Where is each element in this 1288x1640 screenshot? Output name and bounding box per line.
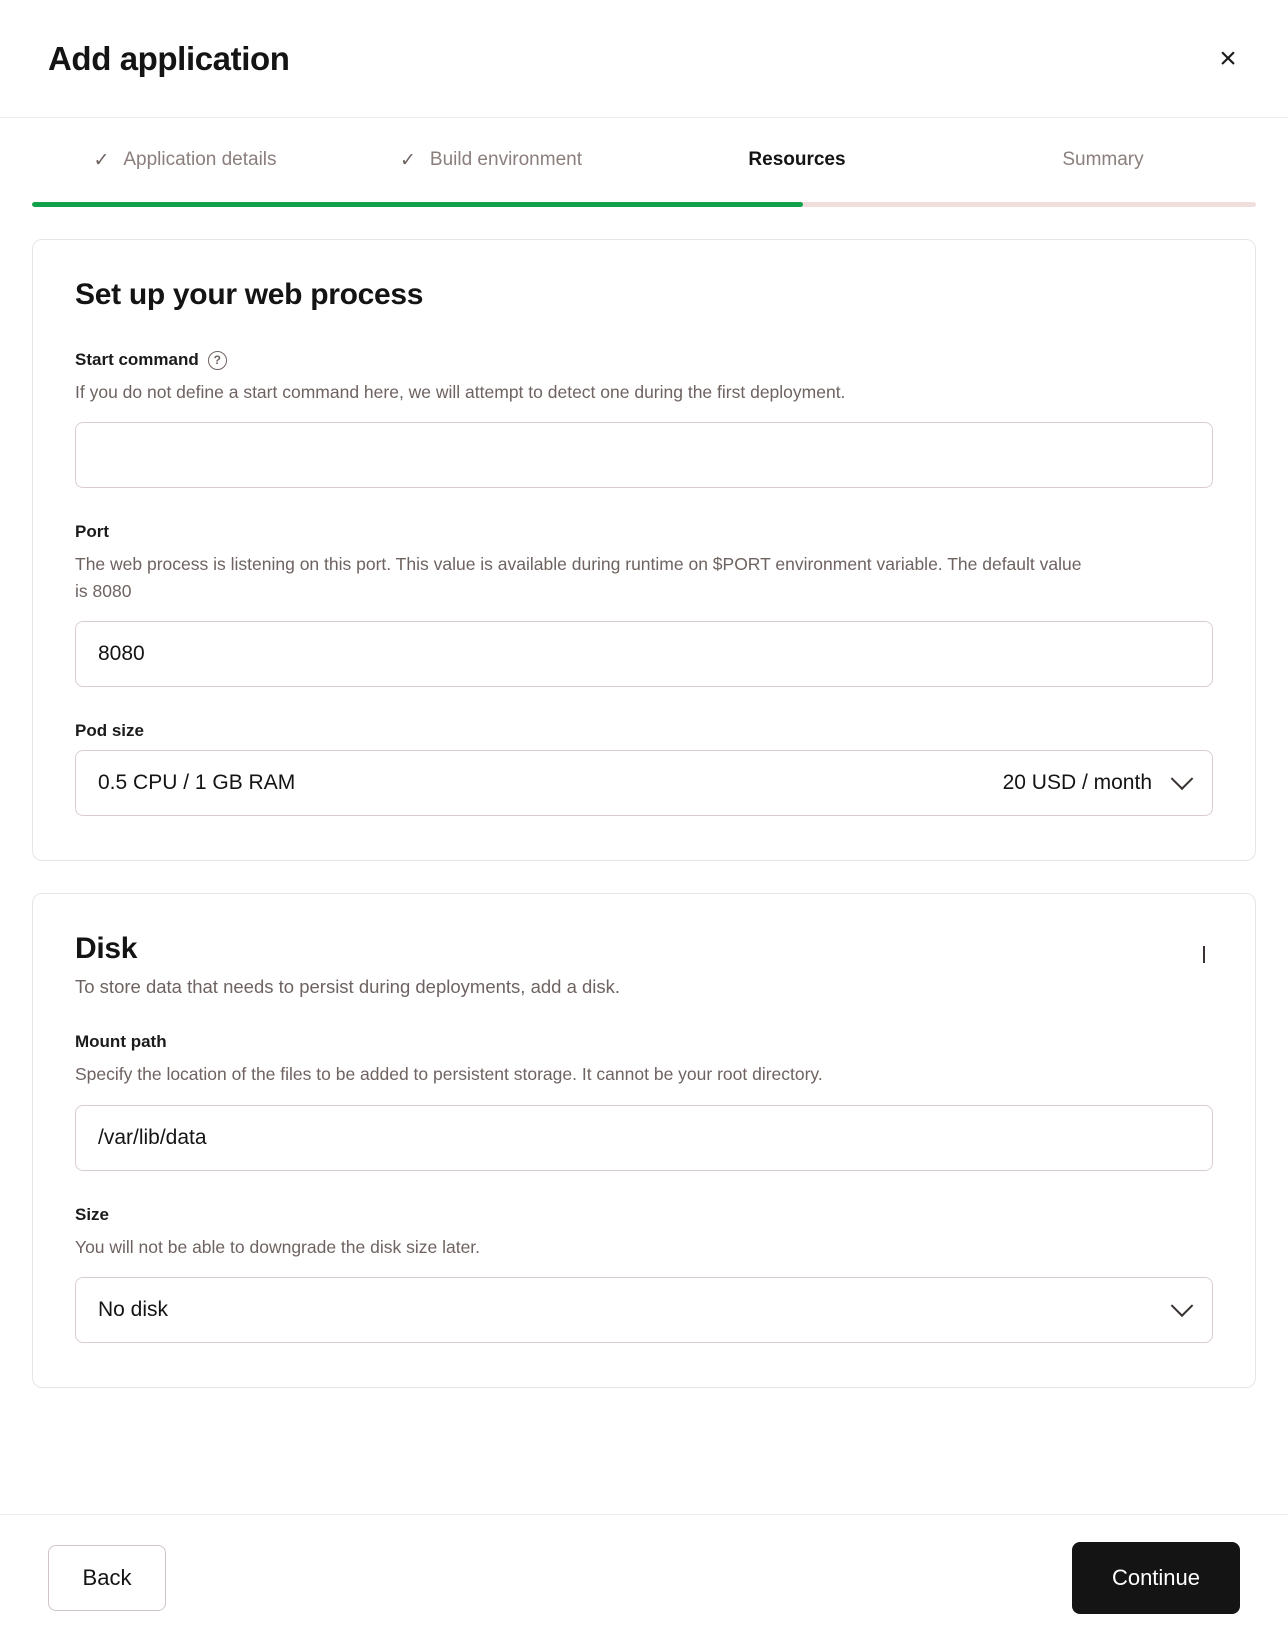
disk-header-text <box>75 932 620 1032</box>
step-list <box>32 118 1256 202</box>
help-icon[interactable]: ? <box>208 351 227 370</box>
mount-path-label-row <box>75 1032 1213 1052</box>
step-label: Resources <box>748 149 846 170</box>
disk-size-description: You will not be able to downgrade the disk size later. <box>75 1236 481 1257</box>
disk-subtitle: To store data that needs to persist during deployments, add a disk. <box>75 976 621 998</box>
step-resources[interactable] <box>644 149 950 171</box>
check-icon: ✓ <box>93 149 110 171</box>
disk-size-label: Size <box>75 1204 110 1224</box>
continue-button[interactable]: Continue <box>1072 1542 1240 1614</box>
pod-size-price: 20 USD / month <box>1002 771 1152 795</box>
port-input[interactable] <box>75 621 1213 687</box>
pod-size-select[interactable] <box>75 750 1213 816</box>
modal-body <box>0 207 1288 1514</box>
step-summary[interactable] <box>950 149 1256 171</box>
web-process-heading: Set up your web process <box>75 278 424 311</box>
disk-card <box>32 893 1256 1387</box>
start-command-label: Start command <box>75 350 199 369</box>
disk-size-field <box>75 1205 1213 1343</box>
disk-heading: Disk <box>75 932 138 966</box>
step-build-environment[interactable] <box>338 149 644 172</box>
start-command-description: If you do not define a start command here, we will attempt to detect one during the first deployment. <box>75 382 846 402</box>
step-application-details[interactable] <box>32 149 338 172</box>
disk-collapse-button[interactable] <box>1195 938 1213 969</box>
modal-footer <box>0 1514 1288 1640</box>
start-command-field <box>75 350 1213 488</box>
port-label: Port <box>75 522 109 542</box>
disk-size-select[interactable] <box>75 1277 1213 1343</box>
step-label: Application details <box>123 149 277 170</box>
mount-path-field <box>75 1032 1213 1170</box>
disk-size-value: No disk <box>98 1297 169 1321</box>
progress-fill <box>32 202 803 207</box>
progress-track <box>32 202 1256 207</box>
pod-size-field <box>75 721 1213 816</box>
disk-size-label-row <box>75 1205 1213 1225</box>
port-label-row <box>75 522 1213 542</box>
port-description: The web process is listening on this port. This value is available during runtime on $PORT environment variable. The default value is 8080 <box>75 554 1082 602</box>
pod-size-label: Pod size <box>75 721 144 741</box>
close-icon[interactable]: × <box>1206 37 1250 81</box>
chevron-up-icon <box>1203 946 1205 963</box>
pod-size-value: 0.5 CPU / 1 GB RAM <box>98 771 296 795</box>
back-button[interactable]: Back <box>48 1545 166 1611</box>
web-process-card <box>32 239 1256 861</box>
step-indicator <box>0 118 1288 207</box>
page-title: Add application <box>48 39 290 77</box>
pod-size-right <box>1003 771 1190 795</box>
start-command-label-row <box>75 350 1213 370</box>
start-command-input[interactable] <box>75 422 1213 488</box>
disk-header <box>75 932 1213 1032</box>
chevron-down-icon <box>1171 1294 1194 1317</box>
modal-header <box>0 0 1288 118</box>
mount-path-input[interactable] <box>75 1105 1213 1171</box>
check-icon: ✓ <box>399 149 416 171</box>
mount-path-label: Mount path <box>75 1032 167 1052</box>
chevron-down-icon <box>1171 768 1194 791</box>
pod-size-label-row <box>75 721 1213 741</box>
step-label: Summary <box>1062 149 1144 170</box>
step-label: Build environment <box>429 149 582 170</box>
port-field <box>75 522 1213 687</box>
mount-path-description: Specify the location of the files to be added to persistent storage. It cannot be your root directory. <box>75 1064 823 1085</box>
